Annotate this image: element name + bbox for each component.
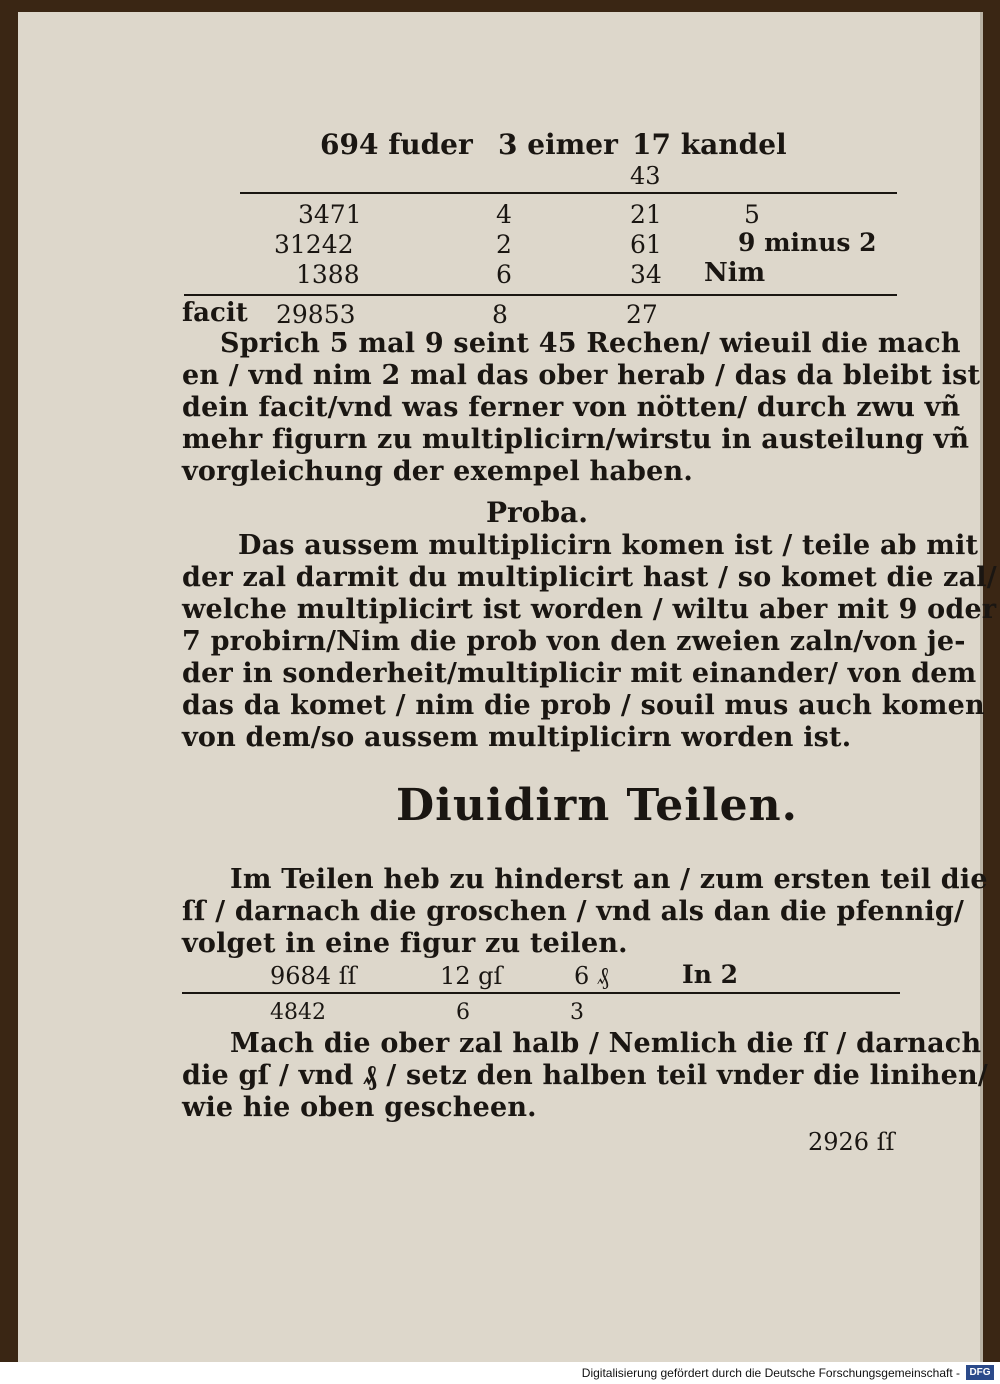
section-title: Diuidirn Teilen. [396, 780, 798, 831]
paragraph-line: 7 probirn/Nim die prob von den zweien zaln/von je- [182, 626, 966, 657]
paragraph-line: welche multiplicirt ist worden / wiltu aber mit 9 oder [182, 594, 997, 625]
footer-bar [0, 1362, 1000, 1384]
paragraph-line: vorgleichung der exempel haben. [182, 456, 693, 487]
multiplier-value: 43 [630, 162, 661, 190]
paragraph-line: mehr figurn zu multiplicirn/wirstu in austeilung vñ [182, 424, 970, 455]
paragraph-line: volget in eine figur zu teilen. [182, 928, 628, 959]
catchword: 2926 ſſ [808, 1128, 895, 1156]
paragraph-line: en / vnd nim 2 mal das ober herab / das da bleibt ist [182, 360, 981, 391]
paragraph-line: wie hie oben gescheen. [182, 1092, 537, 1123]
paragraph-line: von dem/so aussem multiplicirn worden ist. [182, 722, 852, 753]
division-rule [182, 992, 900, 994]
header-fuder: 694 fuder [320, 128, 473, 161]
dfg-logo: DFG [966, 1365, 994, 1380]
header-eimer: 3 eimer [498, 128, 618, 161]
paragraph-line: die gſ / vnd ₰ / setz den halben teil vnder die linihen/ [182, 1060, 988, 1091]
header-kandel: 17 kandel [632, 128, 787, 161]
paragraph-line: der in sonderheit/multiplicir mit einander/ von dem [182, 658, 977, 689]
paragraph-line: ſſ / darnach die groschen / vnd als dan die pfennig/ [182, 896, 965, 927]
top-rule [240, 192, 897, 194]
footer-credit: Digitalisierung gefördert durch die Deutsche Forschungsgemeinschaft - [581, 1366, 960, 1380]
paragraph-line: das da komet / nim die prob / souil mus auch komen [182, 690, 985, 721]
paragraph-line: der zal darmit du multiplicirt hast / so komet die zal/ [182, 562, 997, 593]
paragraph-line: Mach die ober zal halb / Nemlich die ſſ / darnach [230, 1028, 982, 1059]
paragraph-line: Im Teilen heb zu hinderst an / zum ersten teil die [230, 864, 988, 895]
proba-heading: Proba. [486, 496, 588, 529]
paragraph-line: Das aussem multiplicirn komen ist / teile ab mit [238, 530, 979, 561]
facit-rule [184, 294, 897, 296]
facit-label: facit [182, 298, 248, 328]
paragraph-line: Sprich 5 mal 9 seint 45 Rechen/ wieuil die mach [220, 328, 961, 359]
book-page: 694 fuder 3 eimer 17 kandel 43 3471 4 21 5 31242 2 61 9 minus 2 1388 6 34 Nim facit 29853 8 27 Sprich 5 mal 9 seint 45 Rechen/ wieuil die mach en / vnd nim 2 mal das ober herab / das da bleibt ist dein facit/vnd was ferner von nötten/ durch zwu vñ mehr figurn zu multiplicirn/wirstu in austeilung vñ vorgleichung der exempel haben. Proba. Das aussem multiplicirn komen ist / teile ab mit der zal darmit du multiplicirt hast / so komet die zal/ welche multiplicirt ist worden / wiltu aber mit 9 oder 7 probirn/Nim die prob von den zweien zaln/von je- der in sonderheit/multiplicir mit einander/ von dem das da komet / nim die prob / souil mus auch komen von dem/so aussem multiplicirn worden ist. Diuidirn Teilen. Im Teilen heb zu hinderst an / zum ersten teil die ſſ / darnach die groschen / vnd als dan die pfennig/ volget in eine figur zu teilen. 9684 ſſ 12 gſ 6 ₰ In 2 4842 6 3 Mach die ober zal halb / Nemlich die ſſ / darnach die gſ / vnd ₰ / setz den halben teil vnder die linihen/ wie hie oben gescheen. 2926 ſſ [18, 12, 983, 1362]
paragraph-line: dein facit/vnd was ferner von nötten/ durch zwu vñ [182, 392, 961, 423]
